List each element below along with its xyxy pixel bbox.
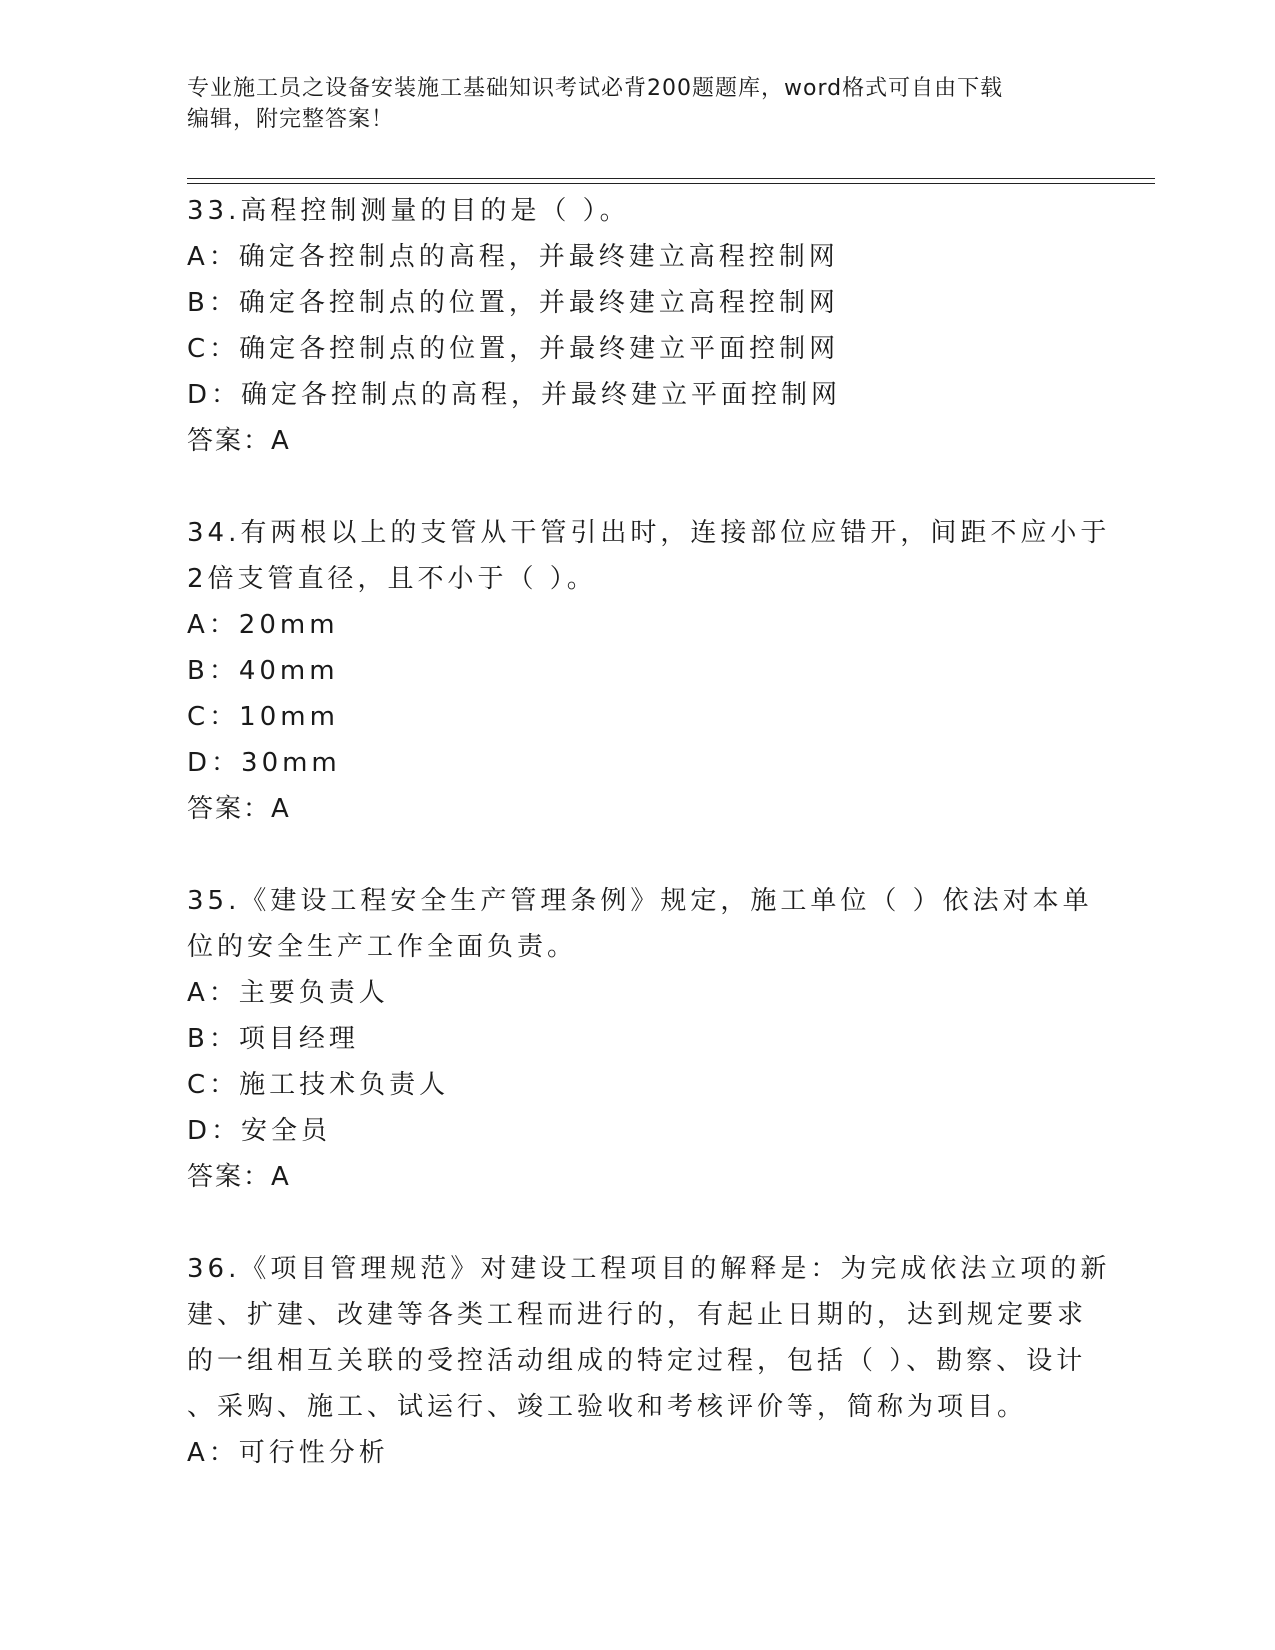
question-35 [187, 878, 1093, 1200]
question-list [187, 188, 1111, 1476]
option-a: A：20mm [187, 610, 339, 640]
option-a: A：确定各控制点的高程，并最终建立高程控制网 [187, 242, 839, 272]
question-text: 34.有两根以上的支管从干管引出时，连接部位应错开，间距不应小于 [187, 518, 1111, 548]
option-d: D：确定各控制点的高程，并最终建立平面控制网 [187, 380, 842, 410]
question-text: 的一组相互关联的受控活动组成的特定过程，包括（ ）、勘察、设计 [187, 1346, 1087, 1376]
option-c: C：施工技术负责人 [187, 1070, 450, 1100]
answer: 答案：A [187, 426, 291, 456]
answer: 答案：A [187, 794, 291, 824]
option-b: B：项目经理 [187, 1024, 359, 1054]
option-b: B：40mm [187, 656, 339, 686]
option-a: A：主要负责人 [187, 978, 389, 1008]
header-line-1: 专业施工员之设备安装施工基础知识考试必背200题题库，word格式可自由下载 [187, 76, 1004, 101]
header-divider-top [187, 178, 1155, 179]
option-a: A：可行性分析 [187, 1438, 389, 1468]
question-text: 36.《项目管理规范》对建设工程项目的解释是：为完成依法立项的新 [187, 1254, 1111, 1284]
question-text: 2倍支管直径，且不小于（ ）。 [187, 564, 597, 594]
option-c: C：10mm [187, 702, 339, 732]
question-text: 位的安全生产工作全面负责。 [187, 932, 578, 962]
option-b: B：确定各控制点的位置，并最终建立高程控制网 [187, 288, 839, 318]
question-text: 35.《建设工程安全生产管理条例》规定，施工单位（ ）依法对本单 [187, 886, 1093, 916]
header-divider-bottom [187, 183, 1155, 184]
question-34 [187, 510, 1111, 832]
question-36 [187, 1246, 1111, 1476]
answer: 答案：A [187, 1162, 291, 1192]
question-text: 、采购、施工、试运行、竣工验收和考核评价等，简称为项目。 [187, 1392, 1028, 1422]
option-d: D：安全员 [187, 1116, 332, 1146]
question-text: 建、扩建、改建等各类工程而进行的，有起止日期的，达到规定要求 [187, 1300, 1088, 1330]
header-line-2: 编辑，附完整答案！ [187, 107, 395, 132]
option-c: C：确定各控制点的位置，并最终建立平面控制网 [187, 334, 840, 364]
option-d: D：30mm [187, 748, 341, 778]
question-33 [187, 188, 1087, 464]
question-text: 33.高程控制测量的目的是（ ）。 [187, 196, 630, 226]
document-header [187, 73, 1087, 135]
